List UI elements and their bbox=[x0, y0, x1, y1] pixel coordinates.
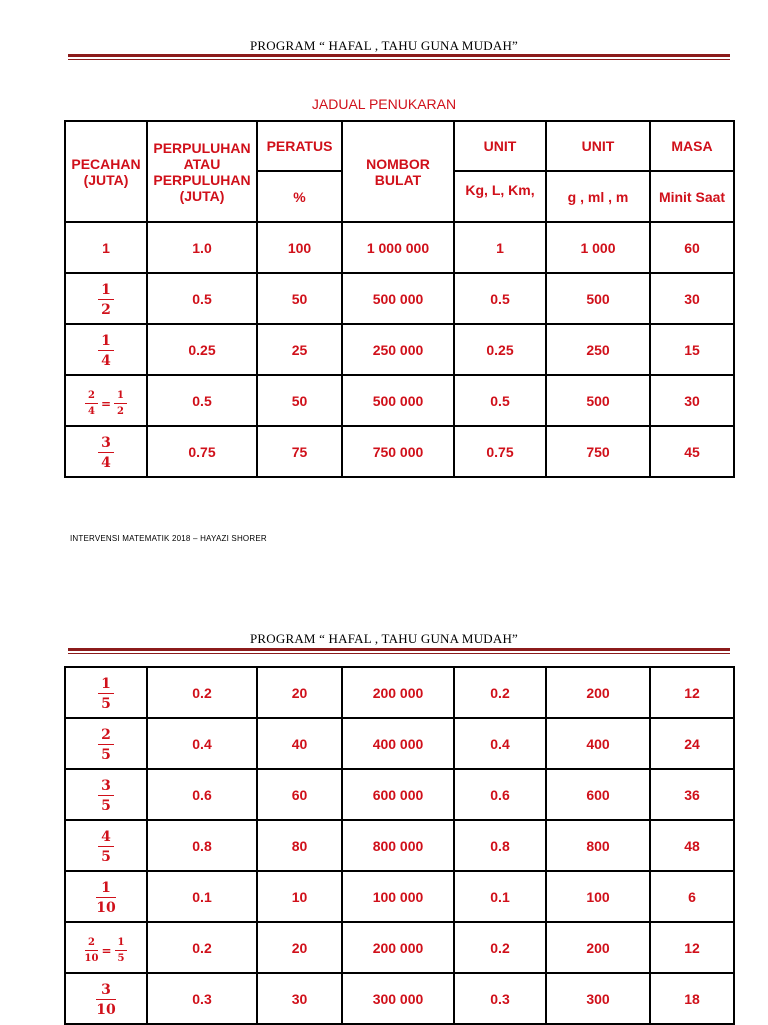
unit-1-cell: 0.25 bbox=[454, 324, 546, 375]
time-cell: 60 bbox=[650, 222, 734, 273]
equivalent-fraction: $\frac{2}{10}$ = $\frac{1}{5}$ bbox=[85, 938, 128, 964]
unit-2-cell: 300 bbox=[546, 973, 650, 1024]
percent-cell: 25 bbox=[257, 324, 342, 375]
decimal-cell: 0.5 bbox=[147, 273, 257, 324]
time-cell: 45 bbox=[650, 426, 734, 477]
col-subheader-masa: Minit Saat bbox=[650, 171, 734, 222]
whole-number-cell: 200 000 bbox=[342, 922, 454, 973]
fraction-cell bbox=[65, 820, 147, 871]
whole-number-cell: 100 000 bbox=[342, 871, 454, 922]
time-cell: 15 bbox=[650, 324, 734, 375]
fraction-cell bbox=[65, 922, 147, 973]
whole-number-cell: 250 000 bbox=[342, 324, 454, 375]
col-header-unit-2: UNIT bbox=[546, 121, 650, 171]
decimal-cell: 0.2 bbox=[147, 922, 257, 973]
fraction: $\frac{1}{5}$ bbox=[98, 677, 114, 711]
fraction-cell bbox=[65, 769, 147, 820]
col-header-nombor-bulat: NOMBOR BULAT bbox=[342, 121, 454, 222]
whole-number-cell: 500 000 bbox=[342, 273, 454, 324]
unit-2-cell: 250 bbox=[546, 324, 650, 375]
fraction-cell bbox=[65, 973, 147, 1024]
decimal-cell: 0.2 bbox=[147, 667, 257, 718]
table-row bbox=[65, 973, 734, 1024]
whole-number-cell: 800 000 bbox=[342, 820, 454, 871]
fraction: $\frac{1}{2}$ bbox=[98, 283, 114, 317]
whole-number-cell: 600 000 bbox=[342, 769, 454, 820]
time-cell: 48 bbox=[650, 820, 734, 871]
fraction: $\frac{1}{10}$ bbox=[96, 879, 116, 916]
decimal-cell: 0.4 bbox=[147, 718, 257, 769]
fraction: $\frac{4}{5}$ bbox=[98, 830, 114, 864]
percent-cell: 60 bbox=[257, 769, 342, 820]
table-row bbox=[65, 426, 734, 477]
fraction-cell bbox=[65, 426, 147, 477]
unit-2-cell: 500 bbox=[546, 375, 650, 426]
fraction-cell bbox=[65, 324, 147, 375]
unit-1-cell: 0.5 bbox=[454, 375, 546, 426]
fraction: $\frac{1}{4}$ bbox=[98, 334, 114, 368]
decimal-cell: 0.6 bbox=[147, 769, 257, 820]
col-header-masa: MASA bbox=[650, 121, 734, 171]
col-subheader-unit-2: g , ml , m bbox=[546, 171, 650, 222]
percent-cell: 10 bbox=[257, 871, 342, 922]
fraction: $\frac{3}{4}$ bbox=[98, 436, 114, 470]
unit-2-cell: 100 bbox=[546, 871, 650, 922]
percent-cell: 20 bbox=[257, 922, 342, 973]
whole-number-cell: 750 000 bbox=[342, 426, 454, 477]
page-footer: INTERVENSI MATEMATIK 2018 – HAYAZI SHORER bbox=[70, 534, 267, 543]
decimal-cell: 1.0 bbox=[147, 222, 257, 273]
table-title: JADUAL PENUKARAN bbox=[311, 96, 457, 112]
percent-cell: 50 bbox=[257, 273, 342, 324]
table-row bbox=[65, 375, 734, 426]
unit-2-cell: 200 bbox=[546, 922, 650, 973]
time-cell: 18 bbox=[650, 973, 734, 1024]
unit-1-cell: 0.1 bbox=[454, 871, 546, 922]
table-row bbox=[65, 769, 734, 820]
col-header-perpuluhan: PERPULUHAN ATAU PERPULUHAN (JUTA) bbox=[147, 121, 257, 222]
time-cell: 12 bbox=[650, 922, 734, 973]
unit-1-cell: 0.4 bbox=[454, 718, 546, 769]
decimal-cell: 0.5 bbox=[147, 375, 257, 426]
unit-2-cell: 600 bbox=[546, 769, 650, 820]
decimal-cell: 0.1 bbox=[147, 871, 257, 922]
fraction-cell: 1 bbox=[65, 222, 147, 273]
time-cell: 30 bbox=[650, 273, 734, 324]
fraction: $\frac{3}{5}$ bbox=[98, 779, 114, 813]
conversion-table bbox=[64, 120, 735, 478]
table-row bbox=[65, 871, 734, 922]
unit-1-cell: 0.2 bbox=[454, 922, 546, 973]
time-cell: 6 bbox=[650, 871, 734, 922]
header-divider bbox=[68, 54, 730, 60]
time-cell: 30 bbox=[650, 375, 734, 426]
unit-1-cell: 0.5 bbox=[454, 273, 546, 324]
whole-number-cell: 1 000 000 bbox=[342, 222, 454, 273]
decimal-cell: 0.25 bbox=[147, 324, 257, 375]
whole-number-cell: 300 000 bbox=[342, 973, 454, 1024]
page-header: PROGRAM “ HAFAL , TAHU GUNA MUDAH” bbox=[249, 38, 519, 53]
fraction: $\frac{2}{5}$ bbox=[98, 728, 114, 762]
whole-number-cell: 200 000 bbox=[342, 667, 454, 718]
unit-2-cell: 400 bbox=[546, 718, 650, 769]
whole-number-cell: 400 000 bbox=[342, 718, 454, 769]
col-header-pecahan: PECAHAN (JUTA) bbox=[65, 121, 147, 222]
fraction-cell bbox=[65, 273, 147, 324]
unit-1-cell: 0.75 bbox=[454, 426, 546, 477]
page-header: PROGRAM “ HAFAL , TAHU GUNA MUDAH” bbox=[249, 631, 519, 646]
percent-cell: 100 bbox=[257, 222, 342, 273]
time-cell: 24 bbox=[650, 718, 734, 769]
decimal-cell: 0.75 bbox=[147, 426, 257, 477]
percent-cell: 30 bbox=[257, 973, 342, 1024]
decimal-cell: 0.3 bbox=[147, 973, 257, 1024]
percent-cell: 50 bbox=[257, 375, 342, 426]
whole-number-cell: 500 000 bbox=[342, 375, 454, 426]
table-row bbox=[65, 324, 734, 375]
table-row bbox=[65, 820, 734, 871]
table-row bbox=[65, 273, 734, 324]
unit-1-cell: 1 bbox=[454, 222, 546, 273]
conversion-table-continued bbox=[64, 666, 735, 1025]
unit-1-cell: 0.6 bbox=[454, 769, 546, 820]
table-row bbox=[65, 222, 734, 273]
time-cell: 36 bbox=[650, 769, 734, 820]
unit-1-cell: 0.3 bbox=[454, 973, 546, 1024]
decimal-cell: 0.8 bbox=[147, 820, 257, 871]
table-row bbox=[65, 718, 734, 769]
fraction-cell bbox=[65, 871, 147, 922]
unit-2-cell: 800 bbox=[546, 820, 650, 871]
unit-1-cell: 0.8 bbox=[454, 820, 546, 871]
unit-2-cell: 200 bbox=[546, 667, 650, 718]
header-divider bbox=[68, 648, 730, 654]
equivalent-fraction: $\frac{2}{4}$ = $\frac{1}{2}$ bbox=[85, 391, 127, 417]
table-row bbox=[65, 922, 734, 973]
unit-2-cell: 500 bbox=[546, 273, 650, 324]
percent-cell: 80 bbox=[257, 820, 342, 871]
percent-cell: 75 bbox=[257, 426, 342, 477]
fraction: $\frac{3}{10}$ bbox=[96, 981, 116, 1018]
fraction-cell bbox=[65, 667, 147, 718]
fraction-cell bbox=[65, 375, 147, 426]
percent-cell: 40 bbox=[257, 718, 342, 769]
col-header-unit-1: UNIT bbox=[454, 121, 546, 171]
col-header-peratus: PERATUS bbox=[257, 121, 342, 171]
unit-2-cell: 750 bbox=[546, 426, 650, 477]
col-subheader-unit-1: Kg, L, Km, bbox=[454, 171, 546, 222]
time-cell: 12 bbox=[650, 667, 734, 718]
percent-cell: 20 bbox=[257, 667, 342, 718]
col-subheader-percent: % bbox=[257, 171, 342, 222]
fraction-cell bbox=[65, 718, 147, 769]
unit-1-cell: 0.2 bbox=[454, 667, 546, 718]
table-row bbox=[65, 667, 734, 718]
unit-2-cell: 1 000 bbox=[546, 222, 650, 273]
